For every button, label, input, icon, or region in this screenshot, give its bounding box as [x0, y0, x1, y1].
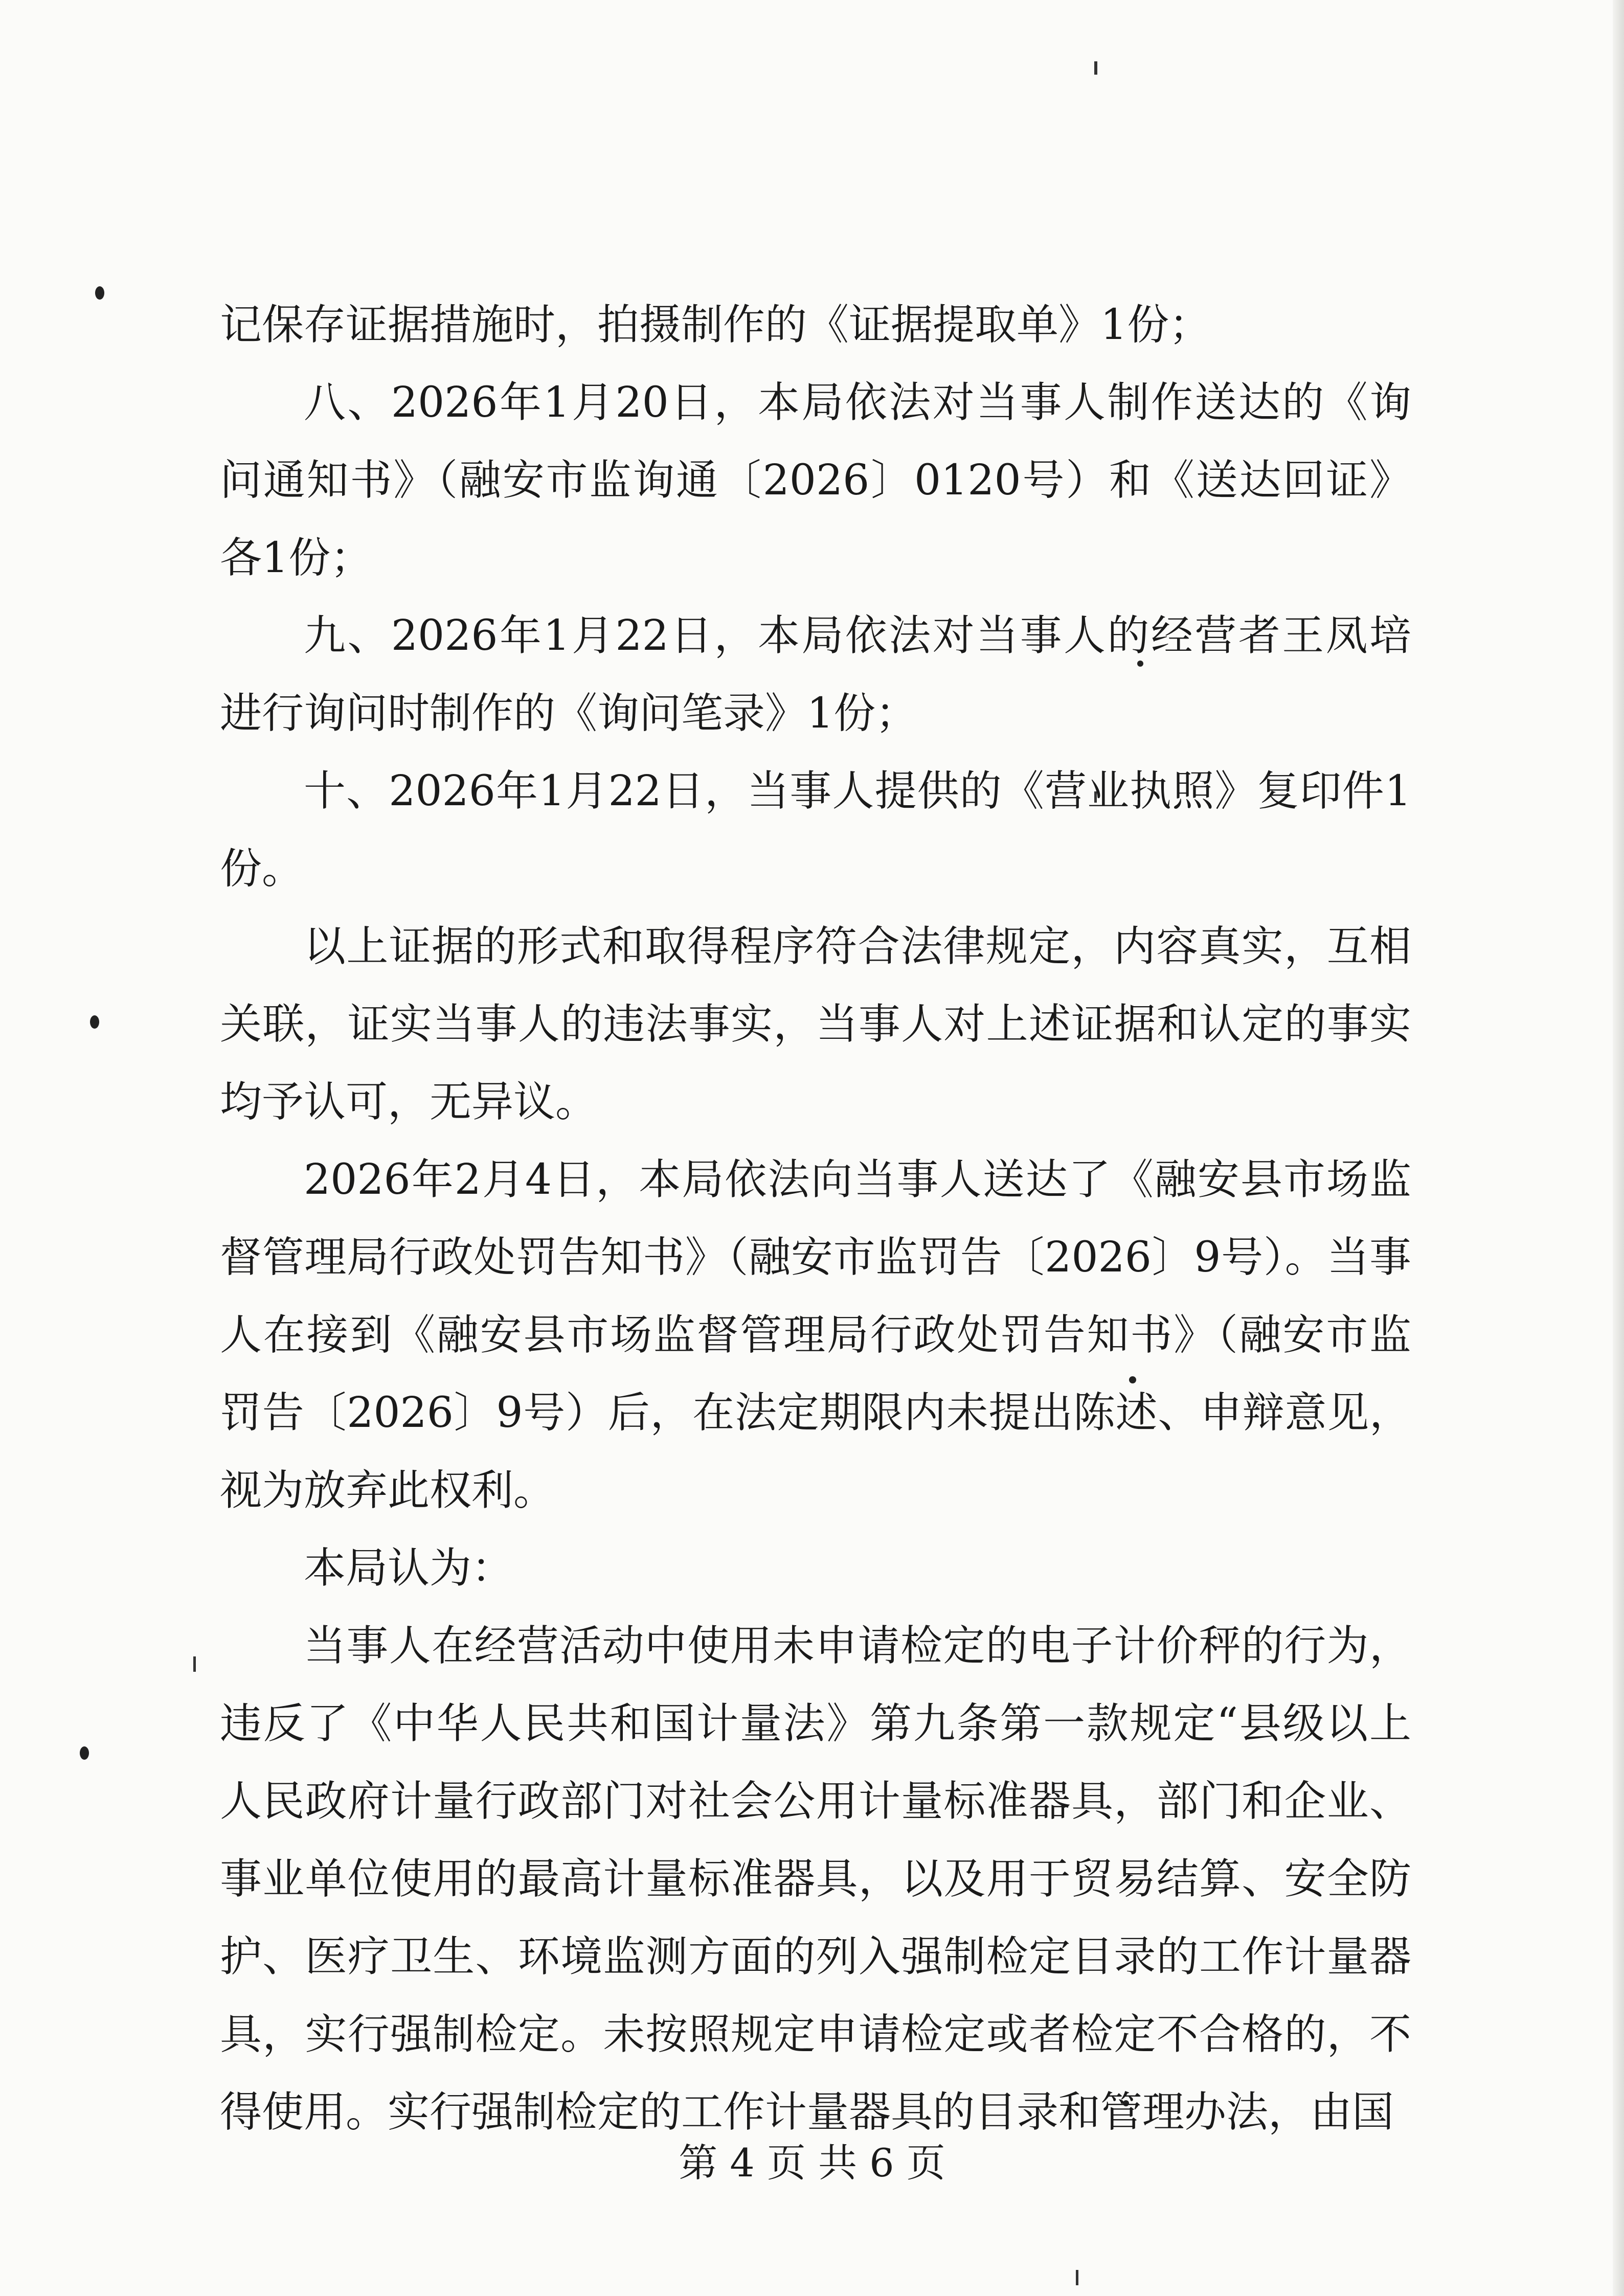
paragraph: 以上证据的形式和取得程序符合法律规定，内容真实，互相关联，证实当事人的违法事实，当事人对上述证据和认定的事实均予认可，无异议。 — [220, 922, 1411, 1126]
paragraph: 十、2026年1月22日，当事人提供的《营业执照》复印件1份。 — [220, 767, 1411, 893]
document-body — [220, 286, 1411, 2151]
binder-mark — [95, 286, 104, 300]
scan-speck — [193, 1656, 196, 1672]
page-number-footer: 第 4 页 共 6 页 — [679, 2140, 945, 2186]
paragraph: 九、2026年1月22日，本局依法对当事人的经营者王凤培进行询问时制作的《询问笔录》1份； — [220, 611, 1411, 738]
scan-speck — [1076, 2270, 1078, 2285]
scan-speck — [1094, 61, 1097, 75]
paragraph: 八、2026年1月20日，本局依法对当事人制作送达的《询问通知书》（融安市监询通〔2026〕0120号）和《送达回证》各1份； — [220, 378, 1411, 582]
binder-mark — [80, 1746, 89, 1760]
paragraph: 记保存证据措施时，拍摄制作的《证据提取单》1份； — [220, 301, 1211, 349]
paragraph: 本局认为： — [304, 1544, 514, 1593]
paragraph: 2026年2月4日，本局依法向当事人送达了《融安县市场监督管理局行政处罚告知书》（融安市监罚告〔2026〕9号）。当事人在接到《融安县市场监督管理局行政处罚告知书》（融安市监罚告〔2026〕9号）后，在法定期限内未提出陈述、申辩意见，视为放弃此权利。 — [220, 1155, 1411, 1515]
paragraph: 当事人在经营活动中使用未申请检定的电子计价秤的行为，违反了《中华人民共和国计量法》第九条第一款规定“县级以上人民政府计量行政部门对社会公用计量标准器具，部门和企业、事业单位使用的最高计量标准器具，以及用于贸易结算、安全防护、医疗卫生、环境监测方面的列入强制检定目录的工作计量器具，实行强制检定。未按照规定申请检定或者检定不合格的，不得使用。实行强制检定的工作计量器具的目录和管理办法，由国 — [220, 1622, 1411, 2136]
binder-mark — [90, 1015, 99, 1029]
scan-edge-shadow — [1613, 0, 1624, 2296]
